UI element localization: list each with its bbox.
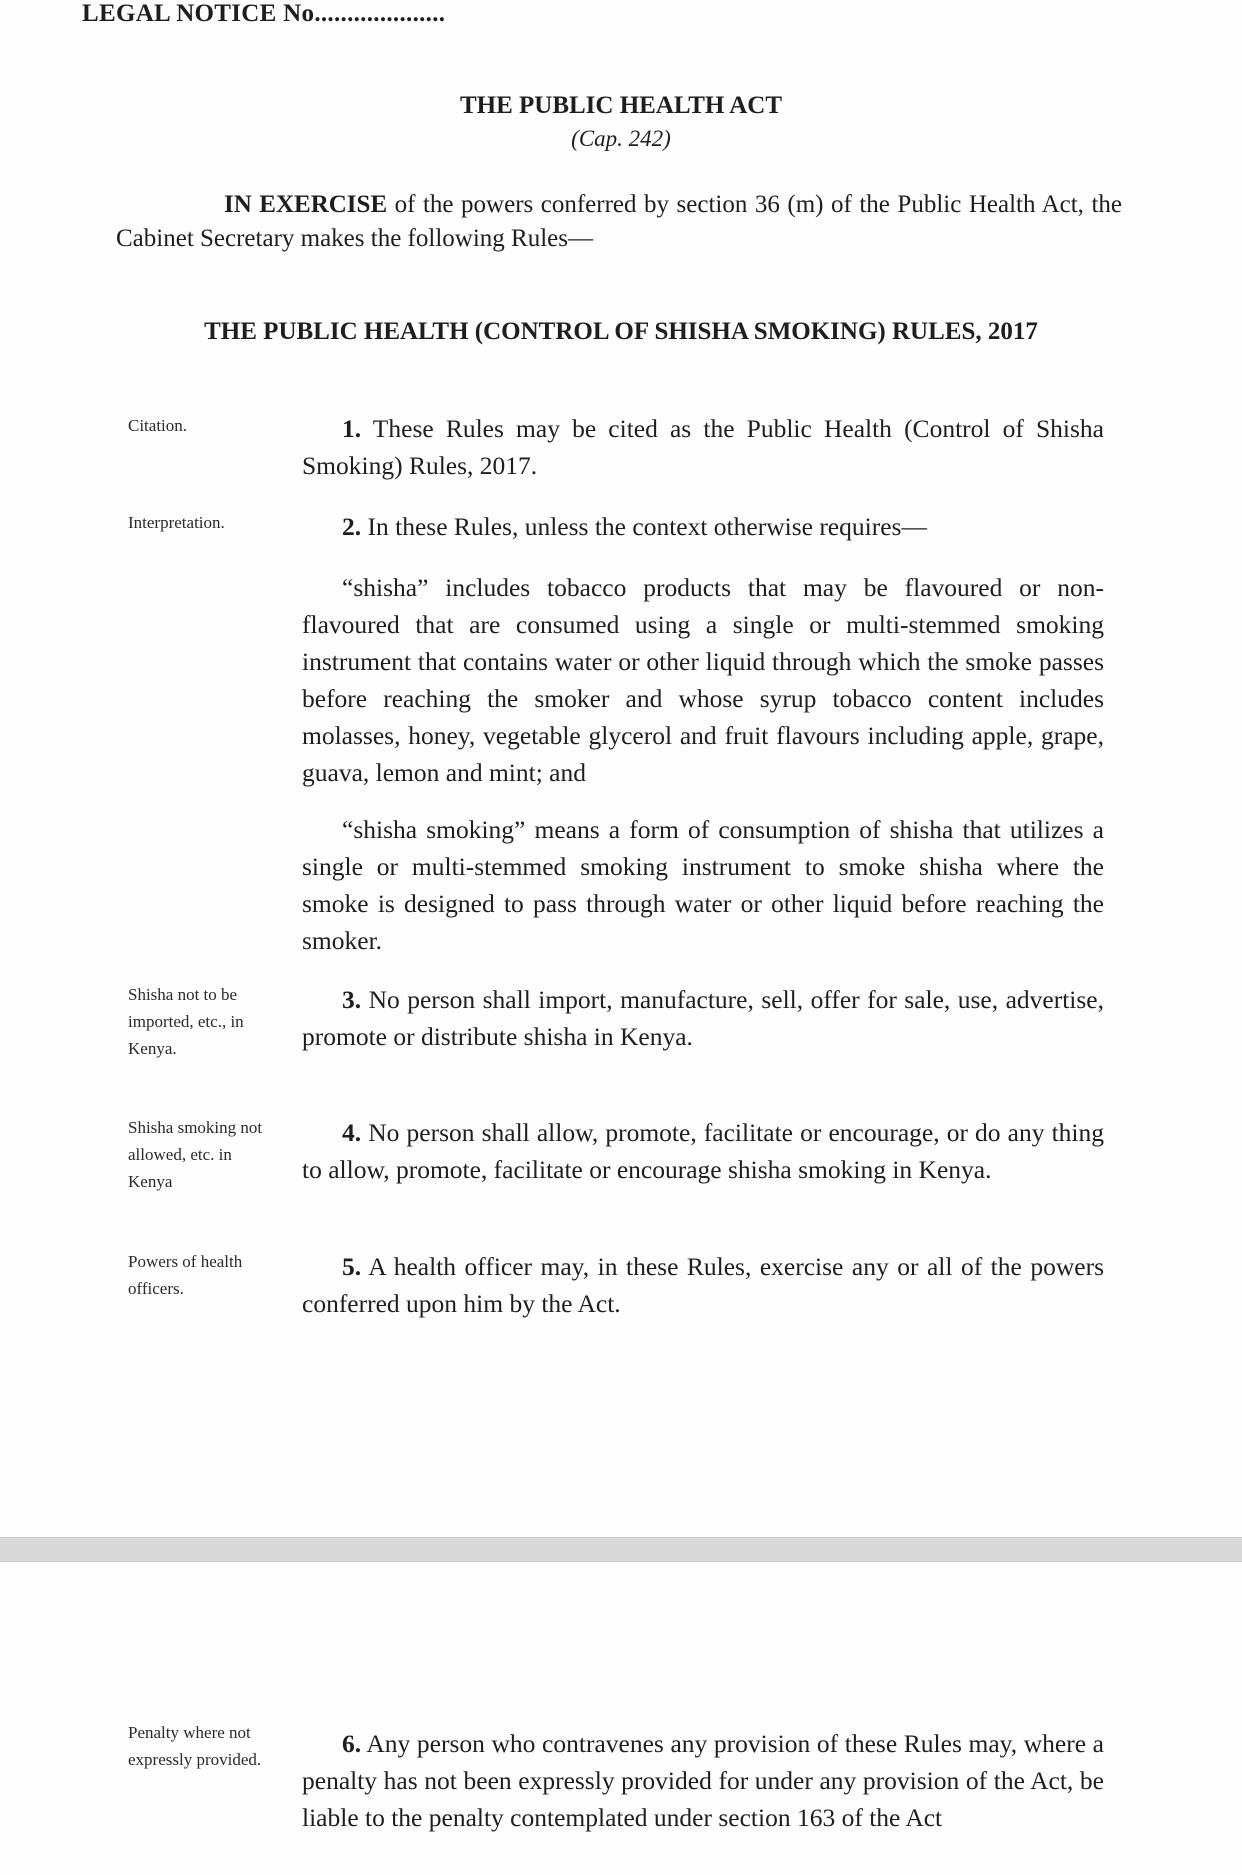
enacting-text: of the powers conferred by section 36 (m) of the Public Health Act, the Cabinet Secretary makes the following Rules— <box>116 191 1122 252</box>
rule-number: 5. <box>342 1252 362 1281</box>
rules-title: THE PUBLIC HEALTH (CONTROL OF SHISHA SMOKING) RULES, 2017 <box>204 318 1038 345</box>
margin-note-smoking: Shisha smoking not allowed, etc. in Kenya <box>128 1118 263 1191</box>
rule-3 <box>302 981 1104 1055</box>
margin-note-citation: Citation. <box>128 416 188 435</box>
rule-number: 6. <box>342 1729 362 1758</box>
rule-text: These Rules may be cited as the Public Health (Control of Shisha Smoking) Rules, 2017. <box>302 414 1104 480</box>
rule-2 <box>302 508 1104 545</box>
legal-notice-number: LEGAL NOTICE No.................... <box>82 0 446 27</box>
rule-number: 2. <box>342 512 362 541</box>
rule-4 <box>302 1114 1104 1188</box>
definition-shisha: “shisha” includes tobacco products that may be flavoured or non-flavoured that are consumed using a single or multi-stemmed smoking instrument that contains water or other liquid through which the smoke passes before reaching the smoker and whose syrup tobacco content includes molasses, honey, vegetable glycerol and fruit flavours including apple, grape, guava, lemon and mint; and <box>302 573 1104 787</box>
enacting-lead: IN EXERCISE <box>224 191 388 218</box>
rule-5 <box>302 1248 1104 1322</box>
act-title: THE PUBLIC HEALTH ACT <box>459 92 783 119</box>
definition-shisha-smoking: “shisha smoking” means a form of consumption of shisha that utilizes a single or multi-stemmed smoking instrument to smoke shisha where the smoke is designed to pass through water or other liquid before reaching the smoker. <box>302 815 1104 955</box>
rule-number: 4. <box>342 1118 362 1147</box>
rule-6 <box>302 1725 1104 1836</box>
margin-note-import: Shisha not to be imported, etc., in Kenya. <box>128 985 244 1058</box>
rule-text: Any person who contravenes any provision of these Rules may, where a penalty has not been expressly provided for under any provision of the Act, be liable to the penalty contemplated under section 163 of the Act <box>302 1729 1104 1832</box>
rule-number: 1. <box>342 414 362 443</box>
rule-text: No person shall import, manufacture, sell, offer for sale, use, advertise, promote or distribute shisha in Kenya. <box>302 985 1104 1051</box>
rule-1 <box>302 410 1104 484</box>
margin-note-interpretation: Interpretation. <box>128 513 225 532</box>
rule-text: A health officer may, in these Rules, exercise any or all of the powers conferred upon him by the Act. <box>302 1252 1104 1318</box>
enacting-clause <box>116 188 1122 256</box>
rule-number: 3. <box>342 985 362 1014</box>
page-separator <box>0 1537 1242 1562</box>
rule-text: No person shall allow, promote, facilitate or encourage, or do any thing to allow, promote, facilitate or encourage shisha smoking in Kenya. <box>302 1118 1104 1184</box>
margin-note-powers: Powers of health officers. <box>128 1252 243 1298</box>
act-chapter: (Cap. 242) <box>571 126 671 151</box>
margin-note-penalty: Penalty where not expressly provided. <box>128 1723 262 1769</box>
rule-text: In these Rules, unless the context otherwise requires— <box>361 512 927 541</box>
